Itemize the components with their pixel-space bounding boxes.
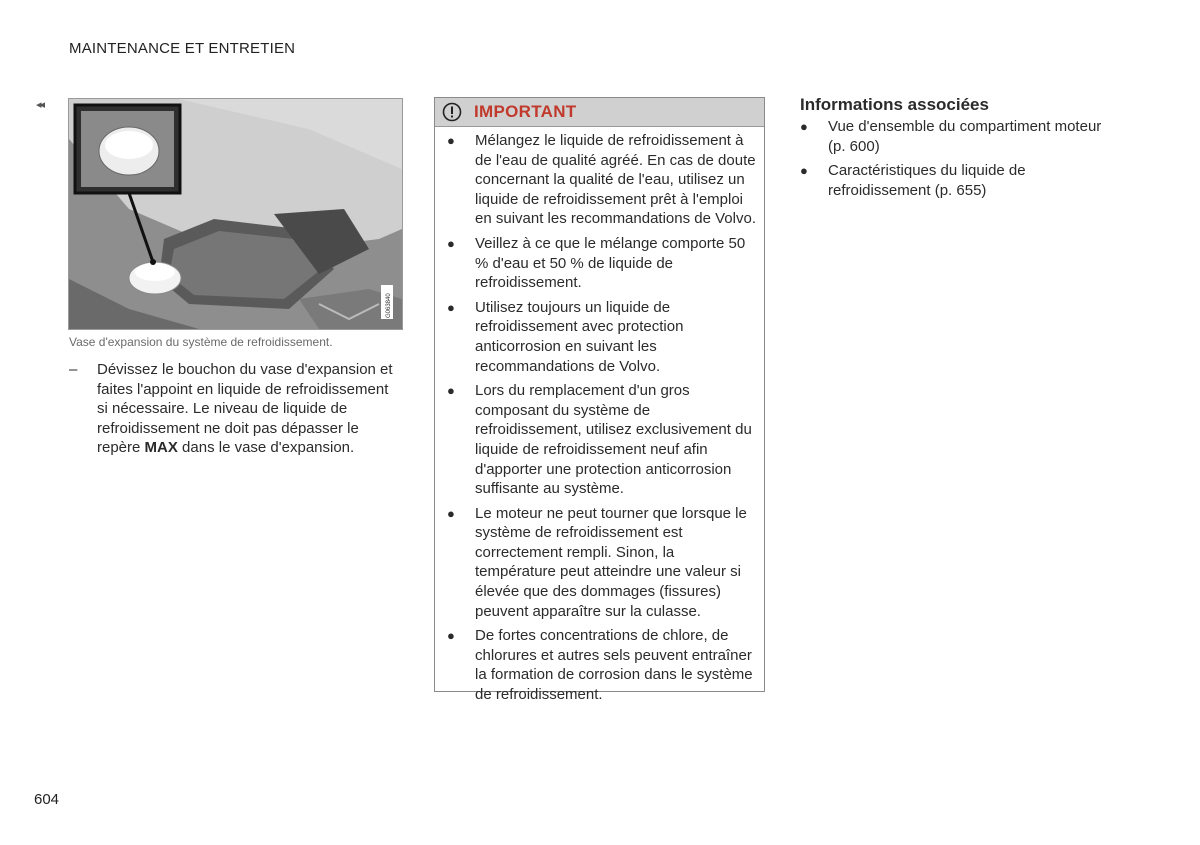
important-item: ● De fortes concentrations de chlore, de chlorures et autres sels peuvent entraîner la formation de corrosion dans le système de refroidissement.	[447, 627, 753, 704]
related-link-coolant-specs[interactable]: ● Caractéristiques du liquide de refroidissement (p. 655)	[800, 162, 1026, 199]
bullet-icon: ●	[800, 119, 808, 134]
step-text-before: Dévissez le bouchon du vase d'expansion et faites l'appoint en liquide de refroidissement si nécessaire. Le niveau de liquide de refroidissement ne doit pas dépasser le repère	[97, 361, 393, 457]
image-code: G063840	[386, 293, 392, 318]
exclamation-circle-icon	[442, 102, 462, 122]
instruction-step	[69, 360, 399, 458]
important-box	[434, 97, 765, 704]
bullet-icon: ●	[447, 235, 455, 251]
bullet-icon: ●	[447, 628, 455, 644]
section-header: MAINTENANCE ET ENTRETIEN	[69, 40, 296, 57]
important-header	[435, 98, 764, 127]
bullet-icon: ●	[447, 383, 455, 399]
related-info	[800, 95, 1120, 205]
important-item: ● Mélangez le liquide de refroidissement à de l'eau de qualité agréé. En cas de doute concernant la qualité de l'eau, utilisez un liquide de refroidissement prêt à l'emploi en suivant les recommandations de Volvo.	[447, 132, 756, 228]
bullet-icon: ●	[447, 505, 455, 521]
related-title: Informations associées	[800, 95, 989, 114]
engine-bay-illustration	[69, 99, 402, 329]
bullet-icon: ●	[447, 133, 455, 148]
important-item: ● Le moteur ne peut tourner que lorsque le système de refroidissement est correctement rempli. Sinon, la température peut atteindre une valeur si élevée que des dommages (fissures) peuvent apparaître sur la culasse.	[447, 504, 747, 620]
page-number: 604	[34, 791, 60, 808]
bullet-icon: ●	[447, 299, 455, 315]
important-title: IMPORTANT	[474, 102, 577, 121]
engine-bay-figure	[68, 98, 403, 330]
important-item: ● Utilisez toujours un liquide de refroidissement avec protection anticorrosion en suivant les recommandations de Volvo.	[447, 298, 684, 375]
important-item: ● Veillez à ce que le mélange comporte 50 % d'eau et 50 % de liquide de refroidissement.	[447, 234, 746, 292]
related-list	[800, 117, 1120, 200]
bullet-icon: ●	[800, 163, 808, 179]
important-item: ● Lors du remplacement d'un gros composant du système de refroidissement, utilisez exclusivement du liquide de refroidissement neuf afin d'apporter une protection anticorrosion suffisante au système.	[447, 382, 752, 498]
continued-arrows-icon: ◂◂	[36, 99, 44, 111]
step-dash: –	[69, 361, 78, 378]
important-list	[435, 127, 764, 705]
step-text-after: dans le vase d'expansion.	[177, 439, 355, 457]
figure-caption: Vase d'expansion du système de refroidissement.	[69, 335, 333, 349]
step-max-label: MAX	[144, 439, 178, 457]
related-link-engine-compartment[interactable]: ● Vue d'ensemble du compartiment moteur (p. 600)	[800, 118, 1102, 155]
